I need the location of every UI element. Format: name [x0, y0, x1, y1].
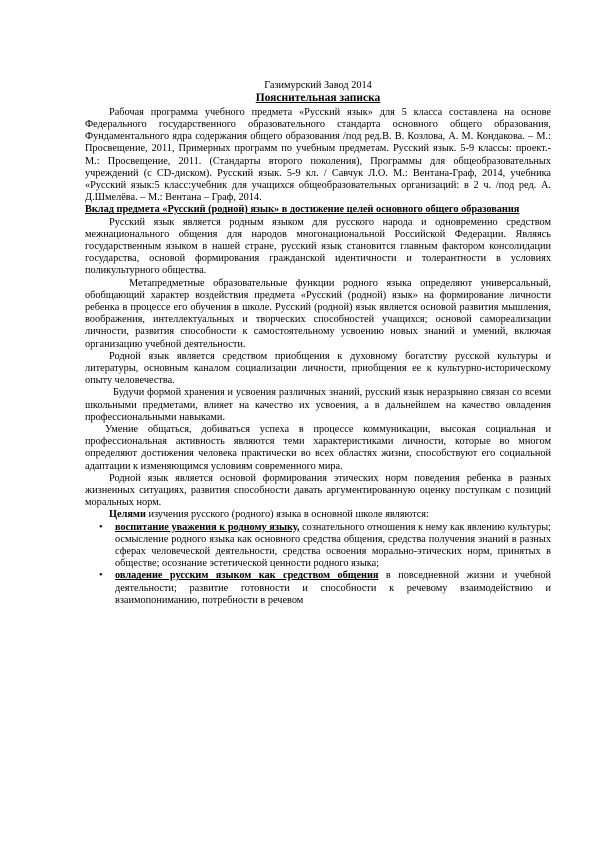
paragraph-ethical-norms: Родной язык является основой формирования этических норм поведения ребенка в разных жизненных ситуациях, развития способности давать аргументированную оценку поступкам с позиций моральных норм.	[85, 472, 551, 509]
goals-lead	[85, 509, 551, 521]
page-title: Пояснительная записка	[255, 92, 381, 105]
goal-item-text: в повседневной жизни и учебной деятельности; развитие готовности и способности к речевому взаимодействию и взаимопониманию, потребности в речевом	[115, 570, 551, 606]
goal-item-text: сознательного отношения к нему как явлению культуры; осмысление родного языка как основного средства общения, средства получения знаний в разных сферах человеческой деятельности, средства освоения морально-этических норм, принятых в обществе; осознание эстетической ценности родного языка;	[115, 521, 552, 570]
intro-paragraph: Рабочая программа учебного предмета «Русский язык» для 5 класса составлена на основе Федерального государственного образовательного стандарта основного общего образования, Фундаментального ядра содержания общего образования /под ред.В. В. Козлова, А. М. Кондакова. – М.: Просвещение, 2011, Примерных программ по учебным предметам. Русский язык. 5-9 классы: проект.- М.: Просвещение, 2011. (Стандарты второго поколения), Программы для общеобразовательных учреждений (с CD-диском). Русский язык. 5-9 кл. / Савчук Л.О. М.: Вентана-Граф, 2014, учебника «Русский язык:5 класс:учебник для учащихся общеобразовательных организаций: в 2 ч. /под ред. А. Д.Шмелёва. – М.: Вентана – Граф, 2014.	[85, 106, 551, 204]
contribution-heading: Вклад предмета «Русский (родной) язык» в достижение целей основного общего образования	[85, 204, 520, 216]
bullet-icon: •	[99, 521, 103, 533]
goals-lead-bold: Целями	[109, 509, 146, 521]
bullet-icon: •	[99, 570, 103, 582]
goal-item-bold: воспитание уважения к родному языку,	[115, 521, 300, 533]
paragraph-metasubject-functions: Метапредметные образовательные функции родного языка определяют универсальный, обобщающий характер воздействия предмета «Русский (родной) язык» на формирование личности ребенка в процессе его обучения в школе. Русский (родной) язык является основой развития мышления, воображения, интеллектуальных и творческих способностей учащихся; основой самореализации личности, развития способности к самостоятельному усвоению новых знаний и умений, включая организацию учебной деятельности.	[85, 277, 551, 350]
goals-lead-rest: изучения русского (родного) языка в основной школе являются:	[145, 509, 429, 521]
paragraph-communication-skills: Умение общаться, добиваться успеха в процессе коммуникации, высокая социальная и профессиональная активность являются теми характеристиками личности, которые во многом определяют достижения человека практически во всех областях жизни, способствуют его социальной адаптации к изменяющимся условиям современного мира.	[85, 423, 551, 472]
goal-item	[99, 521, 552, 571]
goal-item-bold: овладение русским языком как средством общения	[115, 570, 379, 582]
place-year-line: Газимурский Завод 2014	[264, 80, 372, 91]
document-page	[85, 80, 551, 607]
goal-item	[99, 570, 551, 607]
paragraph-knowledge-storage: Будучи формой хранения и усвоения различных знаний, русский язык неразрывно связан со всеми школьными предметами, влияет на качество их усвоения, а в дальнейшем на качество овладения профессиональными навыками.	[85, 387, 551, 423]
goals-list	[85, 522, 551, 607]
paragraph-spiritual-wealth: Родной язык является средством приобщения к духовному богатству русской культуры и литературы, основным каналом социализации личности, приобщения ее к культурно-историческому опыту человечества.	[85, 350, 551, 387]
paragraph-native-language: Русский язык является родным языком для русского народа и одновременно средством межнационального общения для народов многонациональной Российской Федерации. Являясь государственным языком в нашей стране, русский язык становится главным фактором консолидации государства, основой формирования гражданской идентичности и толерантности в условиях поликультурного общества.	[85, 216, 551, 277]
